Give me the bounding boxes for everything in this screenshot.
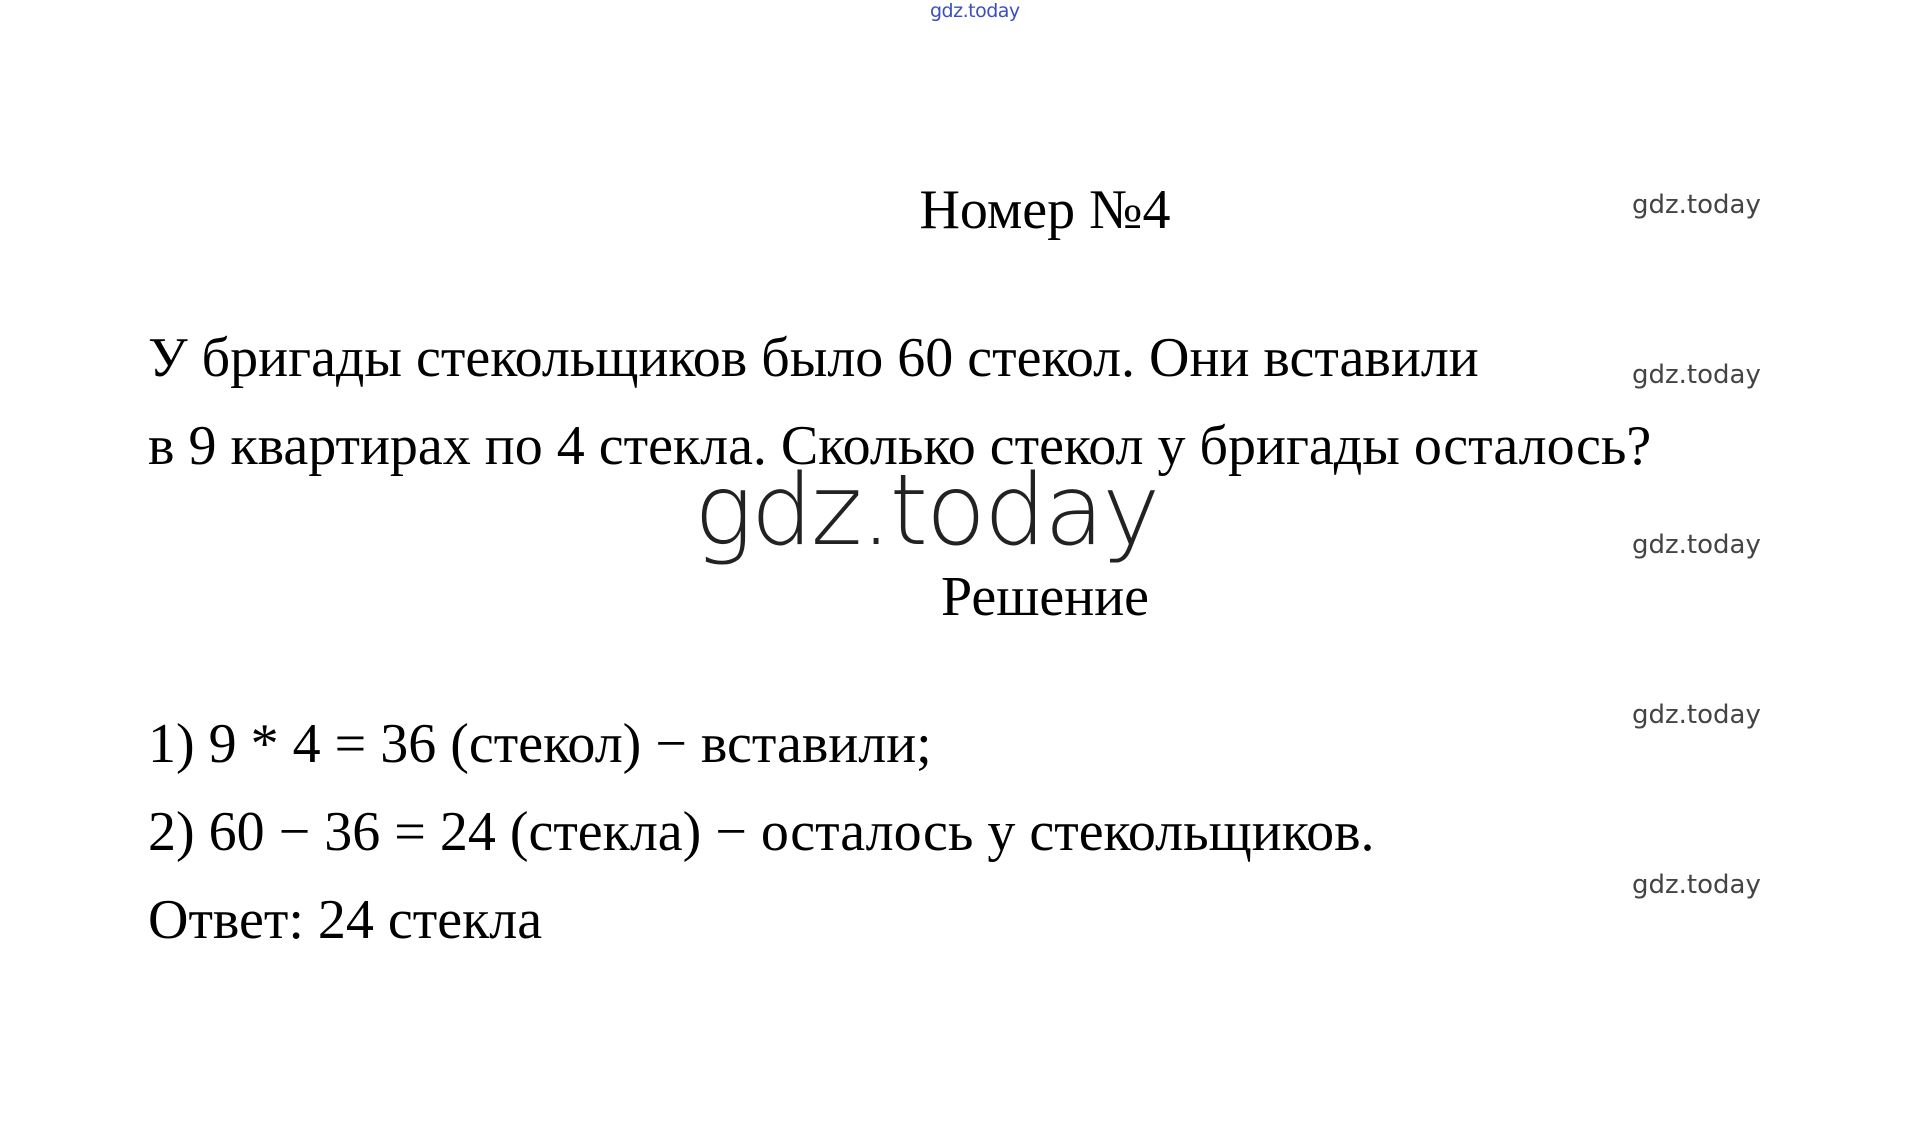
- center-watermark: gdz.today: [694, 454, 1159, 568]
- answer-line: Ответ: 24 стекла: [148, 889, 543, 951]
- side-watermark: gdz.today: [1632, 870, 1761, 900]
- top-watermark: gdz.today: [930, 0, 1020, 22]
- side-watermark: gdz.today: [1632, 190, 1761, 220]
- side-watermark: gdz.today: [1632, 530, 1761, 560]
- solution-step: 1) 9 * 4 = 36 (стекол) − вставили;: [148, 713, 932, 775]
- solution-step: 2) 60 − 36 = 24 (стекла) − осталось у стекольщиков.: [148, 801, 1375, 863]
- solution-heading: Решение: [940, 566, 1150, 628]
- side-watermark: gdz.today: [1632, 700, 1761, 730]
- problem-text-line: в 9 квартирах по 4 стекла. Сколько стекол у бригады осталось?: [148, 415, 1652, 477]
- side-watermark: gdz.today: [1632, 360, 1761, 390]
- page-title: Номер №4: [919, 179, 1171, 241]
- problem-text-line: У бригады стекольщиков было 60 стекол. Они вставили: [148, 327, 1479, 389]
